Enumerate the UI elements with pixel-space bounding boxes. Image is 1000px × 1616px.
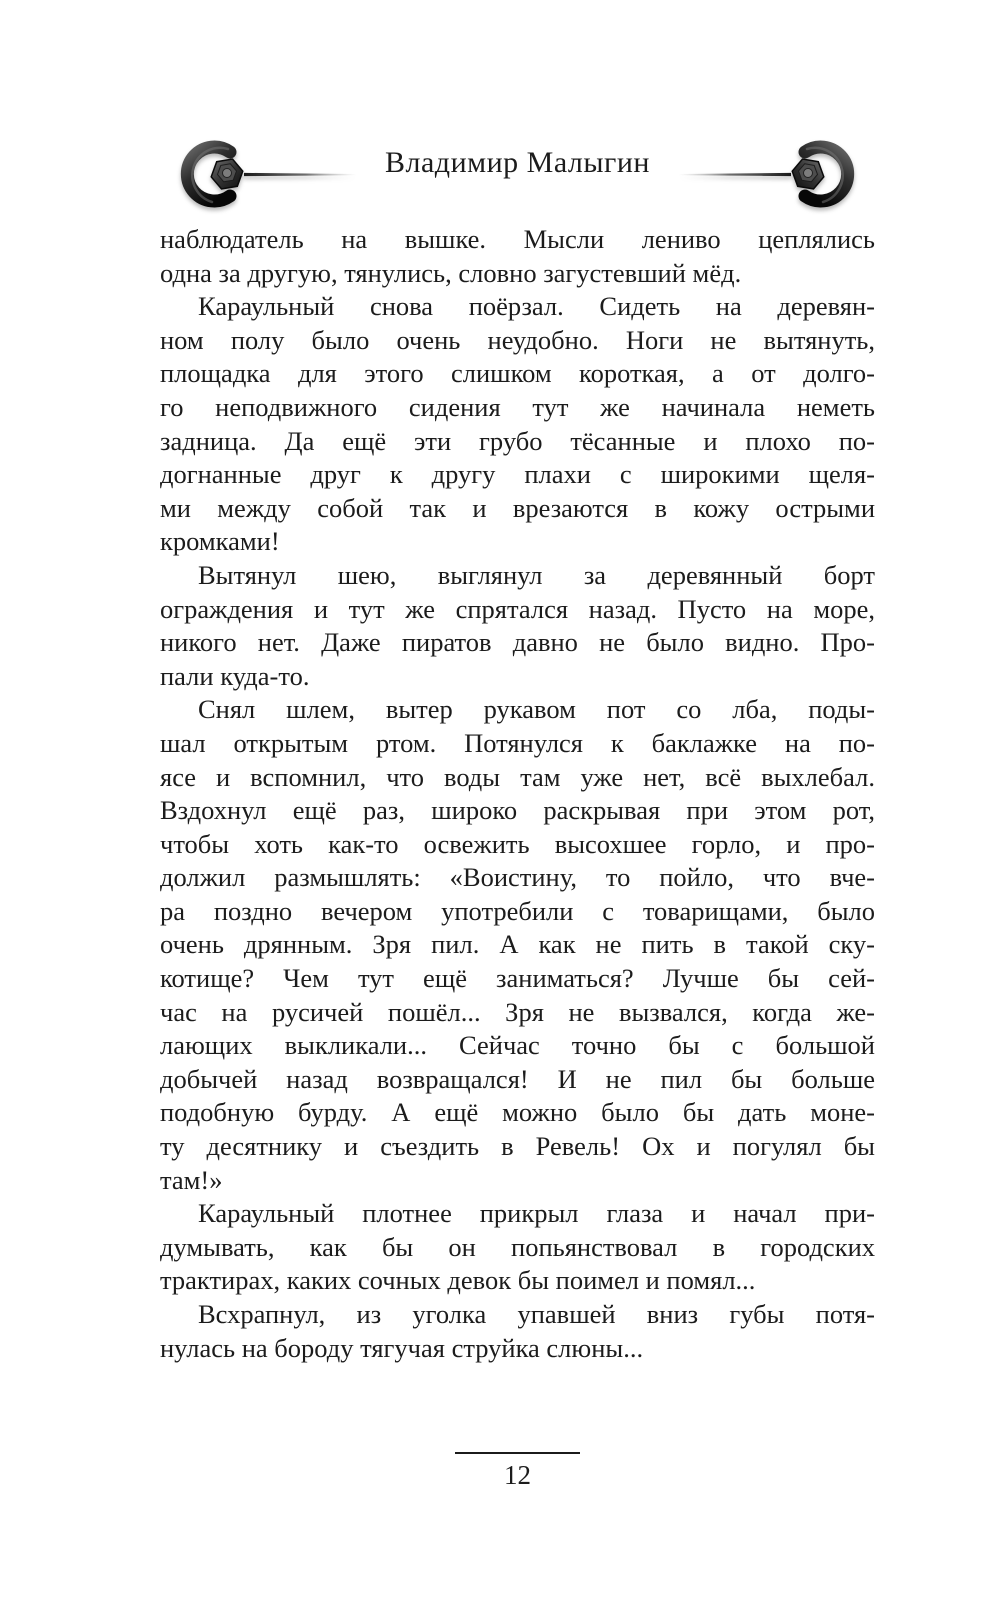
text-line: трактирах, каких сочных девок бы поимел и помял...	[160, 1265, 756, 1296]
text-line: ном полу было очень неудобно. Ноги не вытянуть,	[160, 324, 875, 355]
text-line: го неподвижного сидения тут же начинала неметь	[160, 391, 875, 422]
text-line: ту десятнику и съездить в Ревель! Ох и погулял бы	[160, 1131, 875, 1162]
text-line: догнанные друг к другу плахи с широкими щеля-	[160, 459, 875, 490]
text-line: там!»	[160, 1164, 223, 1195]
text-line: пали куда-то.	[160, 660, 310, 691]
text-line: Снял шлем, вытер рукавом пот со лба, поды-	[198, 694, 875, 725]
text-line: задница. Да ещё эти грубо тёсанные и плохо по-	[160, 425, 875, 456]
page-header	[160, 130, 875, 220]
text-line: котище? Чем тут ещё заниматься? Лучше бы сей-	[160, 963, 875, 994]
text-line: лающих выкликали... Сейчас точно бы с большой	[160, 1030, 875, 1061]
running-head-author: Владимир Малыгин	[385, 146, 650, 179]
page-number: 12	[504, 1460, 531, 1490]
text-line: думывать, как бы он попьянствовал в городских	[160, 1231, 875, 1262]
text-line: подобную бурду. А ещё можно было бы дать моне-	[160, 1097, 875, 1128]
text-line: Всхрапнул, из уголка упавшей вниз губы потя-	[198, 1299, 875, 1329]
page-footer	[160, 1452, 875, 1491]
text-line: ограждения и тут же спрятался назад. Пусто на море,	[160, 593, 875, 624]
body-text	[160, 223, 875, 1365]
text-line: добычей назад возвращался! И не пил бы больше	[160, 1063, 875, 1094]
text-line: должил размышлять: «Воистину, то пойло, что вче-	[160, 862, 875, 893]
text-line: площадка для этого слишком короткая, а от долго-	[160, 358, 875, 389]
text-line: ясе и вспомнил, что воды там уже нет, всё выхлебал.	[160, 761, 875, 792]
text-line: час на русичей пошёл... Зря не вызвался, когда же-	[160, 996, 875, 1027]
text-line: очень дрянным. Зря пил. А как не пить в такой ску-	[160, 929, 875, 960]
text-line: чтобы хоть как-то освежить высохшее горло, и про-	[160, 828, 875, 859]
text-line: нулась на бороду тягучая струйка слюны...	[160, 1332, 644, 1363]
text-line: наблюдатель на вышке. Мысли лениво цеплялись	[160, 224, 875, 254]
text-line: Вздохнул ещё раз, широко раскрывая при этом рот,	[160, 795, 875, 826]
text-line: никого нет. Даже пиратов давно не было видно. Про-	[160, 627, 875, 658]
text-line: ми между собой так и врезаются в кожу острыми	[160, 492, 875, 523]
text-line: Караульный плотнее прикрыл глаза и начал при-	[198, 1198, 875, 1229]
iron-ring-icon	[675, 132, 871, 214]
text-line: кромками!	[160, 526, 280, 557]
text-line: Вытянул шею, выглянул за деревянный борт	[198, 559, 875, 590]
text-line: Караульный снова поёрзал. Сидеть на деревян-	[198, 291, 875, 322]
footer-rule	[455, 1452, 580, 1454]
text-line: ра поздно вечером употребили с товарищами, было	[160, 895, 875, 926]
text-line: шал открытым ртом. Потянулся к баклажке на по-	[160, 727, 875, 758]
text-line: одна за другую, тянулись, словно загустевший мёд.	[160, 257, 742, 288]
